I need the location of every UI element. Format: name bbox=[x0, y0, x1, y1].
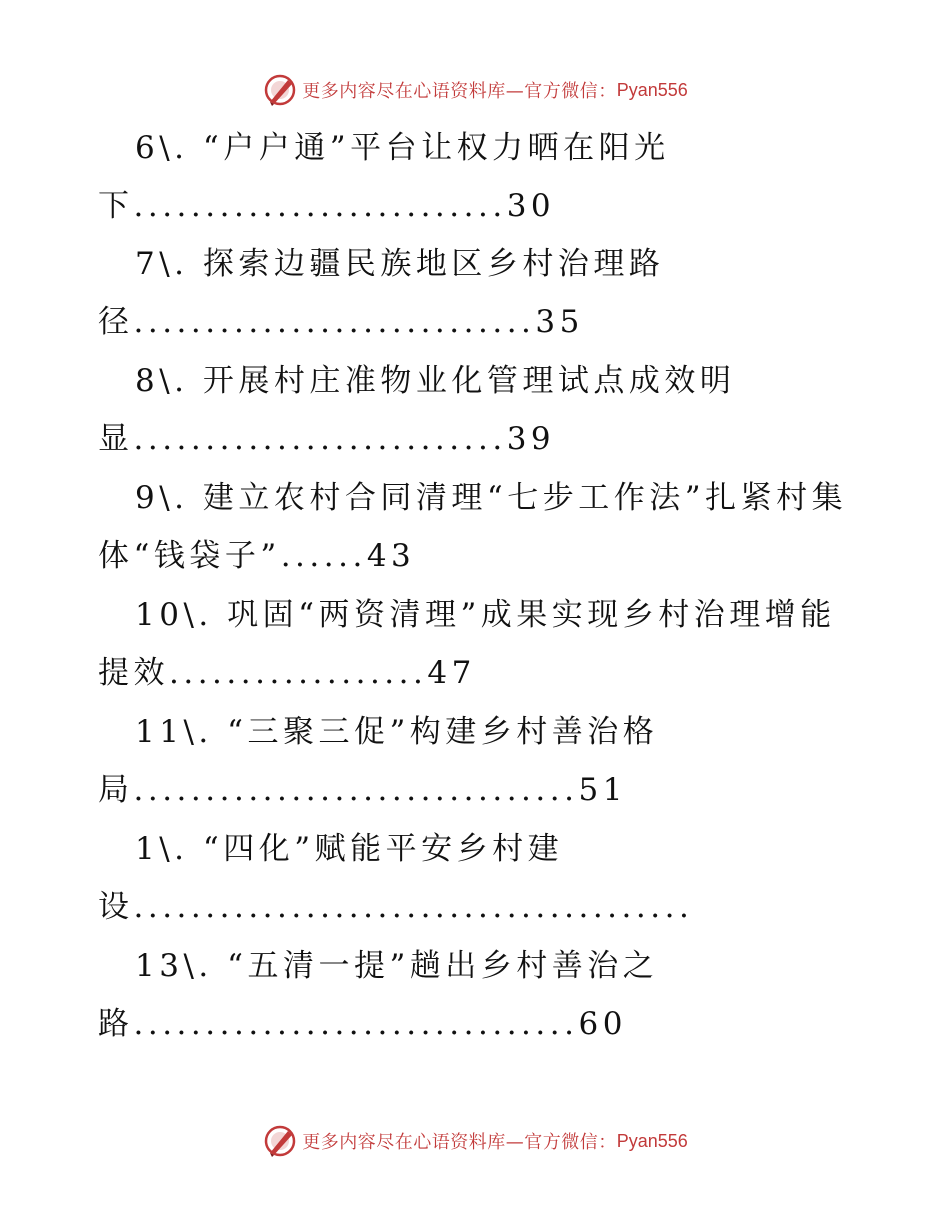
pen-logo-icon bbox=[262, 72, 298, 108]
toc-entry-page: 局...............................51 bbox=[98, 772, 627, 808]
toc-entry-title: 9\. 建立农村合同清理“七步工作法”扎紧村集 bbox=[135, 480, 848, 516]
toc-entry-page: 显..........................39 bbox=[98, 421, 556, 457]
watermark-wechat-id: Pyan556 bbox=[616, 79, 688, 100]
header-watermark bbox=[0, 70, 950, 110]
toc-entry-page: 径............................35 bbox=[98, 304, 584, 340]
toc-entry-title: 13\. “五清一提”趟出乡村善治之 bbox=[135, 948, 659, 984]
toc-entry-title: 6\. “户户通”平台让权力晒在阳光 bbox=[135, 130, 670, 166]
toc-entry-page: 下..........................30 bbox=[98, 188, 556, 224]
toc-entry-page: 提效..................47 bbox=[98, 655, 476, 691]
watermark-text: 更多内容尽在心语资料库—官方微信： bbox=[302, 81, 617, 102]
toc-entry-page: 设....................................... bbox=[98, 889, 694, 925]
toc-entry-title: 10\. 巩固“两资清理”成果实现乡村治理增能 bbox=[135, 597, 836, 633]
toc-entry-title: 8\. 开展村庄准物业化管理试点成效明 bbox=[135, 363, 736, 399]
toc-entry-title: 11\. “三聚三促”构建乡村善治格 bbox=[135, 714, 659, 750]
toc-entry-title: 1\. “四化”赋能平安乡村建 bbox=[135, 831, 564, 867]
toc-entry-page: 路...............................60 bbox=[98, 1006, 627, 1042]
toc-entry-page: 体“钱袋子”......43 bbox=[98, 538, 416, 574]
watermark-wechat-id: Pyan556 bbox=[616, 1130, 688, 1151]
pen-logo-icon bbox=[262, 1123, 298, 1159]
watermark-text: 更多内容尽在心语资料库—官方微信： bbox=[302, 1132, 617, 1153]
toc-entry-title: 7\. 探索边疆民族地区乡村治理路 bbox=[135, 246, 665, 282]
footer-watermark bbox=[0, 1121, 950, 1161]
